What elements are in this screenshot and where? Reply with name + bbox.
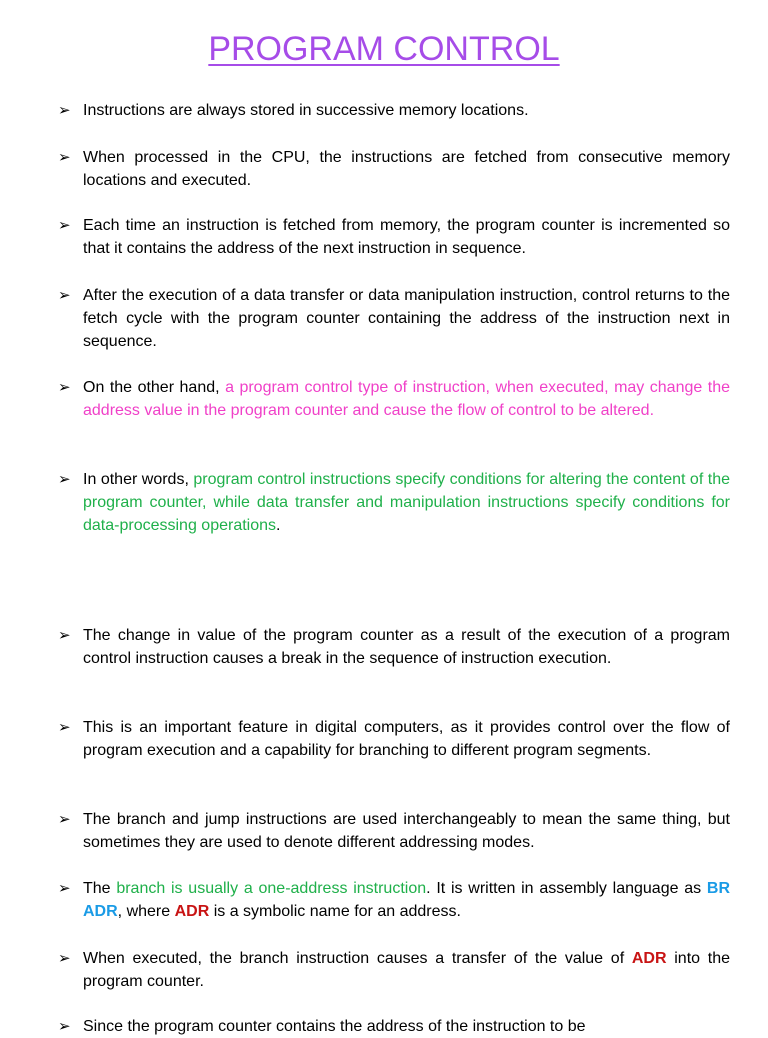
bullet-text: Since the program counter contains the address of the instruction to be: [83, 1018, 586, 1035]
arrow-bullet-icon: ➢: [58, 719, 71, 736]
arrow-bullet-icon: ➢: [58, 102, 71, 119]
bullet-item: [58, 624, 730, 670]
bullet-text: Each time an instruction is fetched from memory, the program counter is incremented so that it contains the address of the next instruction in sequence.: [83, 217, 730, 257]
bullet-item: [58, 376, 730, 422]
bullet-text: When executed, the branch instruction causes a transfer of the value of ADR into the program counter.: [83, 950, 730, 990]
bullet-text: The branch and jump instructions are used interchangeably to mean the same thing, but sometimes they are used to denote different addressing modes.: [83, 811, 730, 851]
symbol-adr: ADR: [631, 950, 667, 967]
arrow-bullet-icon: ➢: [58, 627, 71, 644]
bullet-text: When processed in the CPU, the instructions are fetched from consecutive memory locations and executed.: [83, 149, 730, 189]
bullet-item: [58, 468, 730, 537]
bullet-item: [58, 1015, 730, 1038]
bullet-item: [58, 808, 730, 854]
arrow-bullet-icon: ➢: [58, 471, 71, 488]
bullet-text: On the other hand, a program control type of instruction, when executed, may change the address value in the program counter and cause the flow of control to be altered.: [83, 379, 731, 419]
arrow-bullet-icon: ➢: [58, 950, 71, 967]
page-title: PROGRAM CONTROL: [208, 30, 560, 68]
bullet-text: Instructions are always stored in successive memory locations.: [83, 102, 529, 119]
bullet-text: The change in value of the program counter as a result of the execution of a program control instruction causes a break in the sequence of instruction execution.: [83, 627, 730, 667]
bullet-item: [58, 947, 730, 993]
bullet-item: [58, 146, 730, 192]
bullet-text: After the execution of a data transfer or data manipulation instruction, control returns to the fetch cycle with the program counter containing the address of the instruction next in sequence.: [83, 287, 730, 350]
arrow-bullet-icon: ➢: [58, 149, 71, 166]
bullet-text: The branch is usually a one-address instruction. It is written in assembly language as BR ADR, where ADR is a symbolic name for an address.: [83, 880, 731, 920]
highlight-green: program control instructions specify conditions for altering the content of the program counter, while data transfer and manipulation instructions specify conditions for data-processing operations: [83, 471, 730, 534]
symbol-adr: ADR: [174, 903, 210, 920]
arrow-bullet-icon: ➢: [58, 1018, 71, 1035]
bullet-item: [58, 877, 730, 923]
bullet-item: [58, 99, 730, 122]
highlight-green: branch is usually a one-address instruction: [116, 880, 427, 897]
bullet-item: [58, 214, 730, 260]
arrow-bullet-icon: ➢: [58, 217, 71, 234]
bullet-text: In other words, program control instructions specify conditions for altering the content of the program counter, while data transfer and manipulation instructions specify conditions for data-processing operations.: [83, 471, 730, 534]
highlight-pink: a program control type of instruction, when executed, may change the address value in the program counter and cause the flow of control to be altered.: [83, 379, 731, 419]
arrow-bullet-icon: ➢: [58, 880, 71, 897]
bullet-item: [58, 716, 730, 762]
arrow-bullet-icon: ➢: [58, 811, 71, 828]
arrow-bullet-icon: ➢: [58, 287, 71, 304]
bullet-text: This is an important feature in digital computers, as it provides control over the flow of program execution and a capability for branching to different program segments.: [83, 719, 730, 759]
bullet-item: [58, 284, 730, 353]
arrow-bullet-icon: ➢: [58, 379, 71, 396]
code-br-adr: BR ADR: [83, 880, 731, 920]
